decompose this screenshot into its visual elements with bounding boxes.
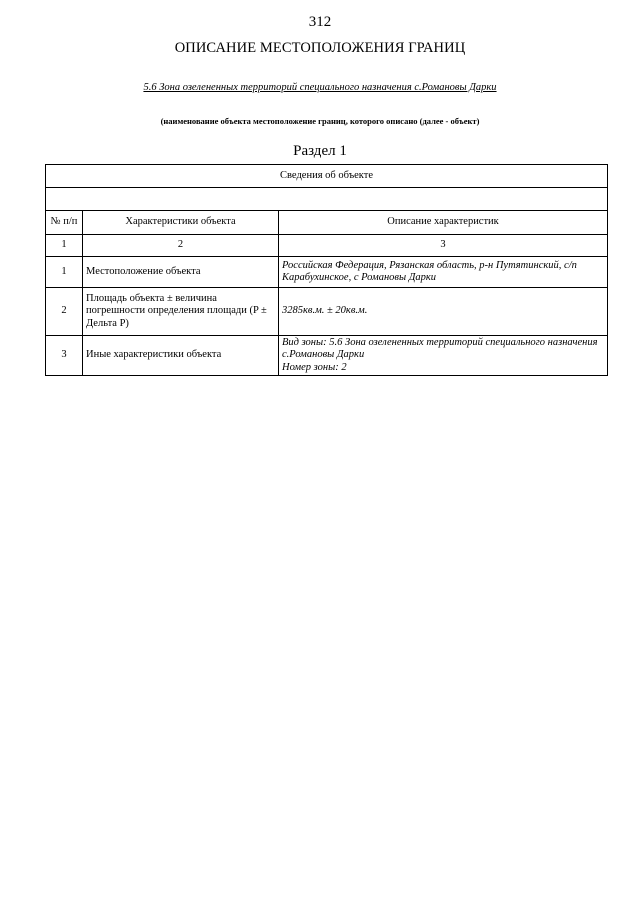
zone-type-line: Вид зоны: 5.6 Зона озелененных территорий специального назначения с.Романовы Дарки [282, 337, 598, 361]
column-headers-row [46, 211, 608, 235]
row-number: 1 [46, 257, 83, 288]
row-characteristic: Иные характеристики объекта [83, 336, 279, 376]
zone-number-line: Номер зоны: 2 [282, 361, 347, 373]
row-number: 3 [46, 336, 83, 376]
column-header-number: № п/п [46, 211, 83, 235]
column-number-2: 2 [83, 235, 279, 257]
object-info-table [45, 164, 608, 376]
table-row [46, 257, 608, 288]
column-number-3: 3 [279, 235, 608, 257]
document-title: ОПИСАНИЕ МЕСТОПОЛОЖЕНИЯ ГРАНИЦ [174, 40, 466, 56]
object-name: 5.6 Зона озелененных территорий специального назначения с.Романовы Дарки [143, 82, 497, 93]
row-description: 3285кв.м. ± 20кв.м. [279, 288, 608, 336]
row-characteristic: Площадь объекта ± величина погрешности определения площади (P ± Дельта P) [83, 288, 279, 336]
page-number: 312 [308, 14, 332, 30]
table-header: Сведения об объекте [46, 165, 608, 188]
row-number: 2 [46, 288, 83, 336]
table-header-row [46, 165, 608, 188]
section-title: Раздел 1 [293, 143, 347, 159]
table-row [46, 288, 608, 336]
table-row [46, 336, 608, 376]
table-empty-row [46, 188, 608, 211]
column-numbers-row [46, 235, 608, 257]
column-header-characteristic: Характеристики объекта [83, 211, 279, 235]
row-characteristic: Местоположение объекта [83, 257, 279, 288]
object-name-caption: (наименование объекта местоположение границ, которого описано (далее - объект) [160, 116, 480, 126]
row-description: Российская Федерация, Рязанская область, р-н Путятинский, с/п Карабухинское, с Романовы Дарки [279, 257, 608, 288]
column-number-1: 1 [46, 235, 83, 257]
row-description [279, 336, 608, 376]
empty-cell [46, 188, 608, 211]
column-header-description: Описание характеристик [279, 211, 608, 235]
